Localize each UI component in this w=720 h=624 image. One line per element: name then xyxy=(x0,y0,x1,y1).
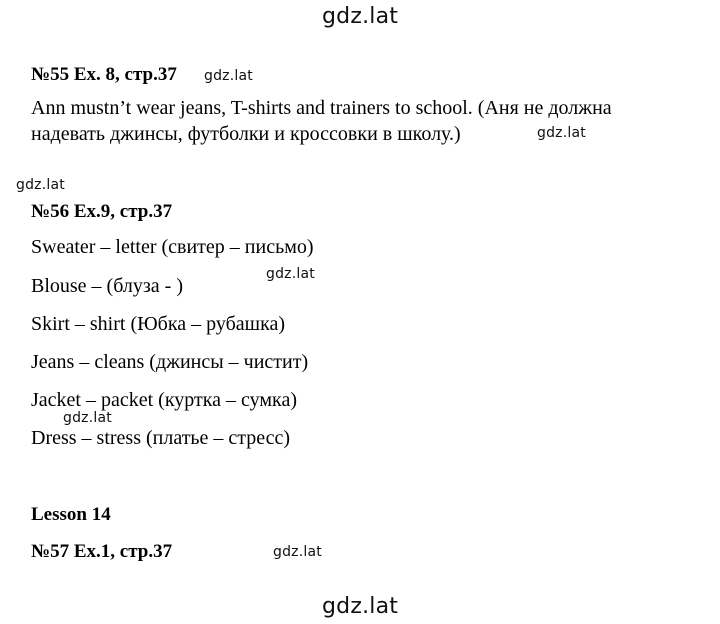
ex55-text-line-1: Ann mustn’t wear jeans, T-shirts and trainers to school. (Аня не должна xyxy=(31,97,612,119)
lesson-title: Lesson 14 xyxy=(31,504,111,525)
watermark-blouse: gdz.lat xyxy=(266,266,315,282)
ex56-item-jeans: Jeans – cleans (джинсы – чистит) xyxy=(31,351,309,373)
watermark-dress: gdz.lat xyxy=(63,410,112,426)
ex56-heading: №56 Ex.9, стр.37 xyxy=(31,201,173,222)
ex56-item-blouse: Blouse – (блуза - ) xyxy=(31,275,183,297)
ex56-item-dress: Dress – stress (платье – стресс) xyxy=(31,427,291,449)
ex55-heading: №55 Ex. 8, стр.37 xyxy=(31,64,177,85)
watermark-translation: gdz.lat xyxy=(537,125,586,141)
ex57-heading: №57 Ex.1, стр.37 xyxy=(31,541,173,562)
watermark-ex57: gdz.lat xyxy=(273,544,322,560)
ex56-item-sweater: Sweater – letter (свитер – письмо) xyxy=(31,236,314,258)
watermark-ex55: gdz.lat xyxy=(204,68,253,84)
ex56-item-skirt: Skirt – shirt (Юбка – рубашка) xyxy=(31,313,286,335)
ex55-text-line-2: надевать джинсы, футболки и кроссовки в школу.) xyxy=(31,123,461,145)
watermark-before-ex56: gdz.lat xyxy=(16,177,65,193)
watermark-top: gdz.lat xyxy=(322,4,399,29)
ex56-item-jacket: Jacket – packet (куртка – сумка) xyxy=(31,389,297,411)
watermark-bottom: gdz.lat xyxy=(322,594,399,619)
